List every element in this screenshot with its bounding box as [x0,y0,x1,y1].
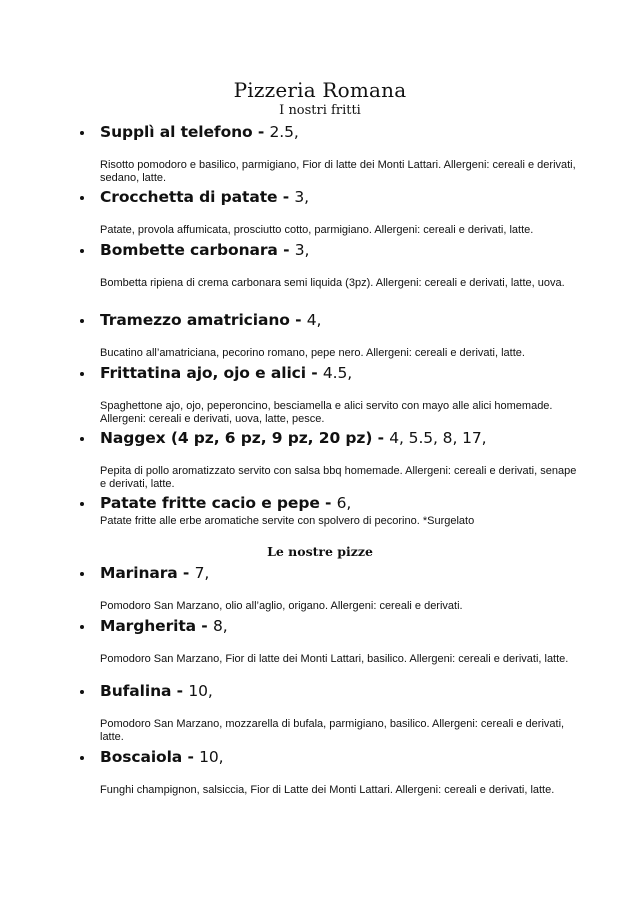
item-description: Bombetta ripiena di crema carbonara semi liquida (3pz). Allergeni: cereali e derivati, latte, uova. [100,277,565,289]
bullet-icon [80,131,84,135]
bullet-icon [80,437,84,441]
item-description: Bucatino all’amatriciana, pecorino romano, pepe nero. Allergeni: cereali e derivati, latte. [100,347,525,359]
section-heading-pizze: Le nostre pizze [267,544,373,559]
bullet-icon [80,756,84,760]
item-name: Margherita - 8, [100,617,228,635]
item-description: Funghi champignon, salsiccia, Fior di Latte dei Monti Lattari. Allergeni: cereali e derivati, latte. [100,784,555,796]
item-price: 7, [194,564,210,582]
item-name: Crocchetta di patate - 3, [100,188,309,206]
bullet-icon [80,572,84,576]
item-name: Supplì al telefono - 2.5, [100,123,299,141]
item-description: Pomodoro San Marzano, olio all’aglio, origano. Allergeni: cereali e derivati. [100,600,463,612]
item-name: Naggex (4 pz, 6 pz, 9 pz, 20 pz) - 4, 5.5, 8, 17, [100,429,487,447]
item-name: Bombette carbonara - 3, [100,241,310,259]
item-description: Pepita di pollo aromatizzato servito con salsa bbq homemade. Allergeni: cereali e derivati, senape e derivati, latte. [100,465,577,490]
item-name: Boscaiola - 10, [100,748,224,766]
bullet-icon [80,196,84,200]
bullet-icon [80,625,84,629]
item-price: 3, [294,188,309,206]
item-price: 10, [199,748,224,766]
item-description: Risotto pomodoro e basilico, parmigiano, Fior di latte dei Monti Lattari. Allergeni: cereali e derivati, sedano, latte. [100,159,576,184]
item-price: 3, [294,241,310,259]
item-description: Spaghettone ajo, ojo, peperoncino, besciamella e alici servito con mayo alle alici homemade. Allergeni: cereali e derivati, uova, latte, pesce. [100,400,553,425]
item-name: Tramezzo amatriciano - 4, [100,311,322,329]
item-price: 6, [336,494,352,512]
item-price: 8, [212,617,228,635]
bullet-icon [80,319,84,323]
item-name: Patate fritte cacio e pepe - 6, [100,494,352,512]
item-description: Pomodoro San Marzano, mozzarella di bufala, parmigiano, basilico. Allergeni: cereali e derivati, latte. [100,718,565,743]
item-price: 4.5, [322,364,353,382]
item-name: Frittatina ajo, ojo e alici - 4.5, [100,364,353,382]
bullet-icon [80,372,84,376]
bullet-icon [80,690,84,694]
item-description: Patate, provola affumicata, prosciutto cotto, parmigiano. Allergeni: cereali e derivati, latte. [100,224,534,236]
section-heading-fritti: I nostri fritti [279,103,361,118]
bullet-icon [80,502,84,506]
bullet-icon [80,249,84,253]
item-name: Marinara - 7, [100,564,210,582]
item-name: Bufalina - 10, [100,682,213,700]
item-description: Pomodoro San Marzano, Fior di latte dei Monti Lattari, basilico. Allergeni: cereali e derivati, latte. [100,653,569,665]
item-description: Patate fritte alle erbe aromatiche servite con spolvero di pecorino. *Surgelato [100,515,475,527]
item-price: 4, [306,311,322,329]
item-price: 10, [188,682,213,700]
item-price: 4, 5.5, 8, 17, [389,429,487,447]
page-title: Pizzeria Romana [233,78,407,102]
item-price: 2.5, [269,123,299,141]
